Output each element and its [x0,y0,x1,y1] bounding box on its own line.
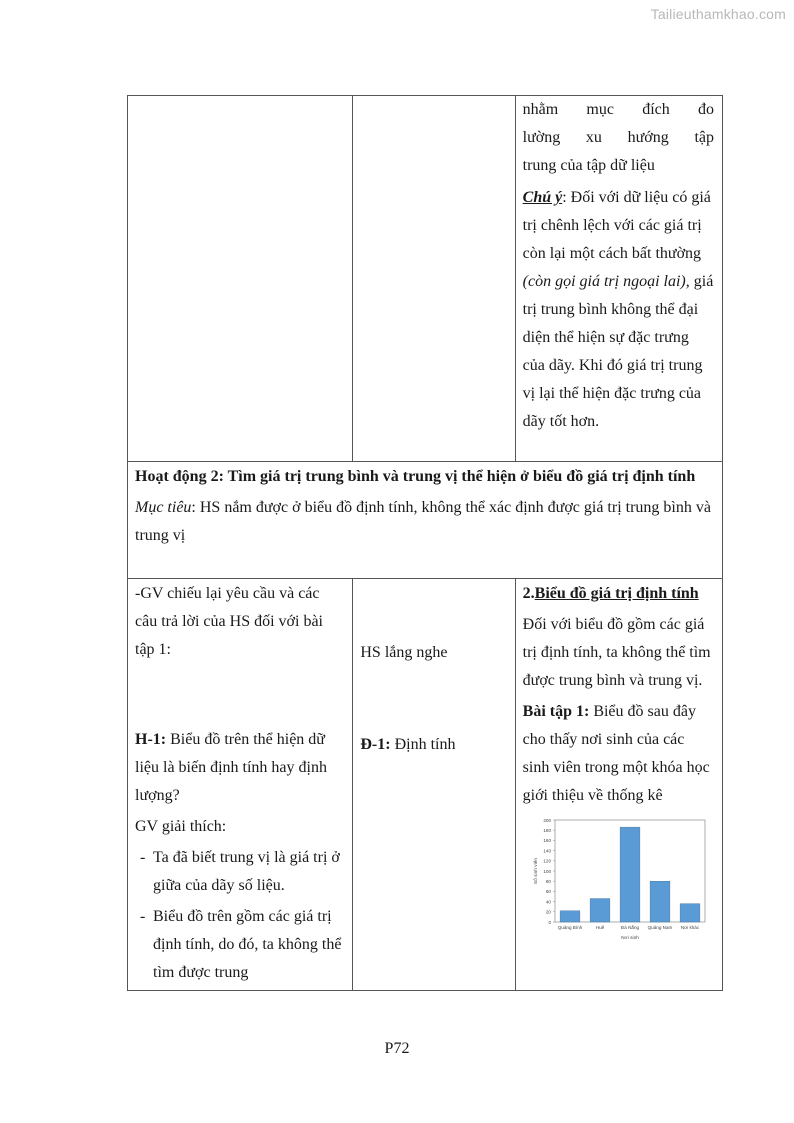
col3-line: trung của tập dữ liệu [522,157,655,174]
bar [680,904,700,922]
bar [620,827,640,922]
note-text-b: , giá trị trung bình không thể đại diện thể hiện sự đặc trưng của dãy. Khi đó giá trị trung vị lại thể hiện đặc trưng của dãy tốt hơn. [522,273,714,430]
note-paragraph [523,184,714,436]
bar [590,899,610,922]
exercise-label: Bài tập 1: [522,703,590,720]
row1-col2 [353,96,515,462]
d1-text: Định tính [390,736,456,753]
heading-num: 2. [522,585,535,602]
hs-listen: HS lắng nghe [360,644,448,661]
d1-label: Đ-1: [360,736,391,753]
x-tick-label: Quảng Nam [647,925,673,930]
exercise-text: Biểu đồ sau đây cho thấy nơi sinh của các sinh viên trong một khóa học giới thiệu về thống kê [522,703,710,804]
list-item [135,903,344,987]
gv-intro: -GV chiếu lại yêu cầu và các câu trả lời của HS đối với bài tập 1: [135,585,323,658]
col3-line: lường xu hướng tập [522,129,714,146]
gv-explain: GV giải thích: [135,818,227,835]
row1-col1 [128,96,353,462]
page-number: P72 [384,1040,410,1057]
bullet-text: Biểu đồ trên gồm các giá trị định tính, do đó, ta không thể tìm được trung [153,908,342,981]
x-tick-label: Đà Nẵng [620,925,639,930]
d1-answer [360,731,506,759]
table-row [128,462,723,579]
table-row [128,96,723,462]
birthplace-bar-chart [523,814,713,944]
y-tick-label: 180 [542,828,551,833]
lesson-table [127,95,723,991]
note-italic: (còn gọi giá trị ngoại lai) [522,273,686,290]
h1-question [135,726,344,810]
y-tick-label: 200 [542,817,551,823]
col3-line: nhằm mục đích đo [522,101,714,118]
x-tick-label: Quảng Bình [557,925,582,930]
x-tick-label: Huế [595,925,604,930]
activity-goal [135,494,714,550]
goal-text: : HS nắm được ở biểu đồ định tính, không thể xác định được giá trị trung bình và trung vị [135,499,711,544]
y-tick-label: 160 [542,838,551,844]
note-text: : Đối với dữ liệu có giá trị chênh lệch với các giá trị còn lại một cách bất thường [522,189,711,262]
bar [560,911,580,922]
y-tick-label: 120 [542,858,551,864]
x-tick-label: Nơi khác [680,925,699,930]
row1-col3 [515,96,722,462]
table-row [128,579,723,991]
h1-label: H-1: [135,731,167,748]
activity-title: Hoạt động 2: Tìm giá trị trung bình và trung vị thể hiện ở biểu đồ giá trị định tính [135,468,696,485]
y-tick-label: 60 [545,889,551,895]
y-tick-label: 80 [545,879,551,884]
exercise [523,698,714,810]
x-axis-label: Nơi sinh [620,936,639,941]
y-tick-label: 0 [548,919,551,925]
row3-col2 [353,579,515,991]
row3-col3 [515,579,722,991]
bar [650,881,670,922]
heading-text: Biểu đồ giá trị định tính [534,585,699,602]
y-tick-label: 140 [542,848,551,854]
y-axis-label: Số sinh viên [533,857,539,885]
y-tick-label: 20 [545,909,551,915]
row3-col1 [128,579,353,991]
activity-cell [128,462,723,579]
bullet-text: Ta đã biết trung vị là giá trị ở giữa của dãy số liệu. [153,849,340,894]
note-label: Chú ý [522,189,563,206]
y-tick-label: 100 [542,868,551,874]
y-tick-label: 40 [545,899,551,905]
dash-bullet: - [140,908,146,925]
section-heading [523,580,714,608]
goal-label: Mục tiêu [135,499,192,516]
list-item [135,844,344,900]
dash-bullet: - [140,849,146,866]
section-para: Đối với biểu đồ gồm các giá trị định tính, ta không thể tìm được trung bình và trung vị. [522,616,711,689]
watermark: Tailieuthamkhao.com [650,6,786,22]
h1-text: Biểu đồ trên thể hiện dữ liệu là biến định tính hay định lượng? [135,731,327,804]
